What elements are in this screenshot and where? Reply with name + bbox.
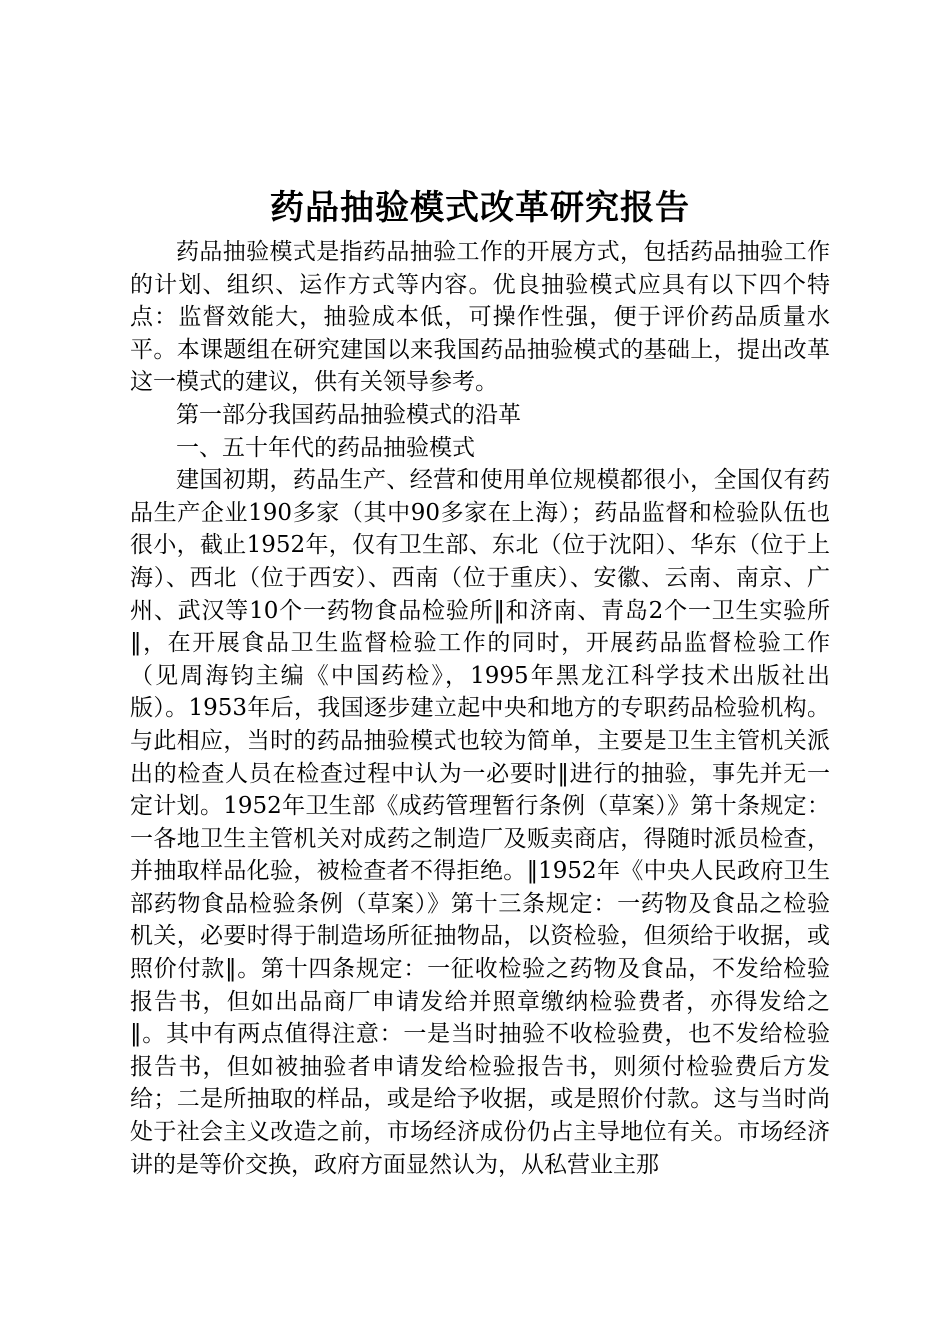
document-title: 药品抽验模式改革研究报告 (270, 188, 690, 228)
history-paragraph: 建国初期，药品生产、经营和使用单位规模都很小，全国仅有药品生产企业190多家（其中90多家在上海）；药品监督和检验队伍也很小，截止1952年，仅有卫生部、东北（位于沈阳）、华东（位于上海）、西北（位于西安）、西南（位于重庆）、安徽、云南、南京、广州、武汉等10个一药物食品检验所‖和济南、青岛2个一卫生实验所‖，在开展食品卫生监督检验工作的同时，开展药品监督检验工作（见周海钧主编《中国药检》，1995年黑龙江科学技术出版社出版）。1953年后，我国逐步建立起中央和地方的专职药品检验机构。与此相应，当时的药品抽验模式也较为简单，主要是卫生主管机关派出的检查人员在检查过程中认为一必要时‖进行的抽验，事先并无一定计划。1952年卫生部《成药管理暂行条例（草案）》第十条规定：一各地卫生主管机关对成药之制造厂及贩卖商店，得随时派员检查，并抽取样品化验，被检查者不得拒绝。‖1952年《中央人民政府卫生部药物食品检验条例（草案）》第十三条规定：一药物及食品之检验机关，必要时得于制造场所征抽物品，以资检验，但须给于收据，或照价付款‖。第十四条规定：一征收检验之药物及食品，不发给检验报告书，但如出品商厂申请发给并照章缴纳检验费者，亦得发给之‖。其中有两点值得注意：一是当时抽验不收检验费，也不发给检验报告书，但如被抽验者申请发给检验报告书，则须付检验费后方发给；二是所抽取的样品，或是给予收据，或是照价付款。这与当时尚处于社会主义改造之前，市场经济成份仍占主导地位有关。市场经济讲的是等价交换，政府方面显然认为，从私营业主那 (130, 467, 830, 1178)
document-body (130, 186, 830, 1181)
subsection-heading: 一、五十年代的药品抽验模式 (176, 434, 475, 461)
intro-paragraph: 药品抽验模式是指药品抽验工作的开展方式，包括药品抽验工作的计划、组织、运作方式等内容。优良抽验模式应具有以下四个特点：监督效能大，抽验成本低，可操作性强，便于评价药品质量水平。本课题组在研究建国以来我国药品抽验模式的基础上，提出改革这一模式的建议，供有关领导参考。 (130, 239, 830, 396)
section-heading: 第一部分我国药品抽验模式的沿革 (176, 401, 521, 428)
